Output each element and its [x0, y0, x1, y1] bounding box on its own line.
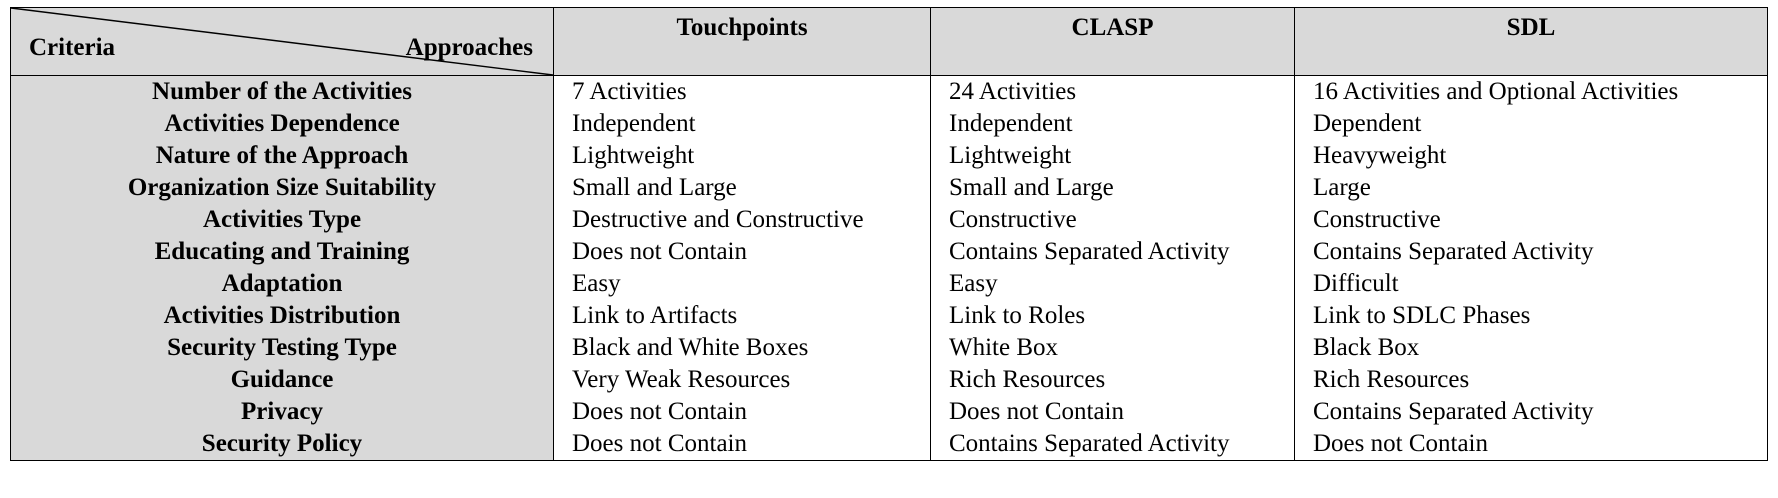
value-cell-touchpoints: Link to Artifacts — [554, 300, 931, 332]
value-cell-touchpoints: Black and White Boxes — [554, 332, 931, 364]
value-cell-sdl: Rich Resources — [1295, 364, 1768, 396]
value-cell-sdl: Link to SDLC Phases — [1295, 300, 1768, 332]
value-cell-clasp: Contains Separated Activity — [931, 236, 1295, 268]
value-cell-sdl: Heavyweight — [1295, 140, 1768, 172]
approaches-comparison-table — [10, 7, 1768, 461]
value-cell-clasp: Independent — [931, 108, 1295, 140]
value-cell-touchpoints: Destructive and Constructive — [554, 204, 931, 236]
criterion-cell: Educating and Training — [11, 236, 554, 268]
criterion-cell: Activities Distribution — [11, 300, 554, 332]
criterion-cell: Privacy — [11, 396, 554, 428]
value-cell-clasp: Constructive — [931, 204, 1295, 236]
column-header-sdl: SDL — [1295, 8, 1768, 76]
table-row — [11, 364, 1768, 396]
criterion-cell: Activities Dependence — [11, 108, 554, 140]
criterion-cell: Security Testing Type — [11, 332, 554, 364]
value-cell-touchpoints: Does not Contain — [554, 428, 931, 461]
value-cell-sdl: Contains Separated Activity — [1295, 396, 1768, 428]
value-cell-sdl: Black Box — [1295, 332, 1768, 364]
value-cell-clasp: Small and Large — [931, 172, 1295, 204]
comparison-table-wrapper — [10, 7, 1767, 461]
value-cell-sdl: Constructive — [1295, 204, 1768, 236]
value-cell-clasp: Easy — [931, 268, 1295, 300]
criterion-cell: Nature of the Approach — [11, 140, 554, 172]
criterion-cell: Number of the Activities — [11, 76, 554, 109]
value-cell-touchpoints: Does not Contain — [554, 396, 931, 428]
table-row — [11, 300, 1768, 332]
value-cell-clasp: Rich Resources — [931, 364, 1295, 396]
value-cell-sdl: 16 Activities and Optional Activities — [1295, 76, 1768, 109]
table-row — [11, 172, 1768, 204]
criteria-label: Criteria — [29, 34, 116, 61]
value-cell-touchpoints: Does not Contain — [554, 236, 931, 268]
criterion-cell: Organization Size Suitability — [11, 172, 554, 204]
criterion-cell: Adaptation — [11, 268, 554, 300]
approaches-label: Approaches — [405, 34, 533, 61]
table-row — [11, 108, 1768, 140]
value-cell-clasp: White Box — [931, 332, 1295, 364]
value-cell-touchpoints: 7 Activities — [554, 76, 931, 109]
table-body — [11, 76, 1768, 461]
value-cell-touchpoints: Lightweight — [554, 140, 931, 172]
table-row — [11, 76, 1768, 109]
column-header-clasp: CLASP — [931, 8, 1295, 76]
value-cell-clasp: 24 Activities — [931, 76, 1295, 109]
value-cell-sdl: Difficult — [1295, 268, 1768, 300]
table-row — [11, 428, 1768, 461]
value-cell-touchpoints: Small and Large — [554, 172, 931, 204]
table-row — [11, 396, 1768, 428]
table-row — [11, 140, 1768, 172]
value-cell-touchpoints: Very Weak Resources — [554, 364, 931, 396]
criteria-approaches-header — [11, 8, 554, 76]
table-row — [11, 204, 1768, 236]
column-header-touchpoints: Touchpoints — [554, 8, 931, 76]
value-cell-sdl: Large — [1295, 172, 1768, 204]
value-cell-sdl: Dependent — [1295, 108, 1768, 140]
value-cell-sdl: Contains Separated Activity — [1295, 236, 1768, 268]
value-cell-sdl: Does not Contain — [1295, 428, 1768, 461]
value-cell-clasp: Does not Contain — [931, 396, 1295, 428]
table-header-row — [11, 8, 1768, 76]
table-row — [11, 268, 1768, 300]
table-row — [11, 236, 1768, 268]
table-row — [11, 332, 1768, 364]
value-cell-touchpoints: Independent — [554, 108, 931, 140]
criterion-cell: Security Policy — [11, 428, 554, 461]
value-cell-clasp: Lightweight — [931, 140, 1295, 172]
criterion-cell: Activities Type — [11, 204, 554, 236]
value-cell-clasp: Link to Roles — [931, 300, 1295, 332]
value-cell-clasp: Contains Separated Activity — [931, 428, 1295, 461]
criterion-cell: Guidance — [11, 364, 554, 396]
value-cell-touchpoints: Easy — [554, 268, 931, 300]
